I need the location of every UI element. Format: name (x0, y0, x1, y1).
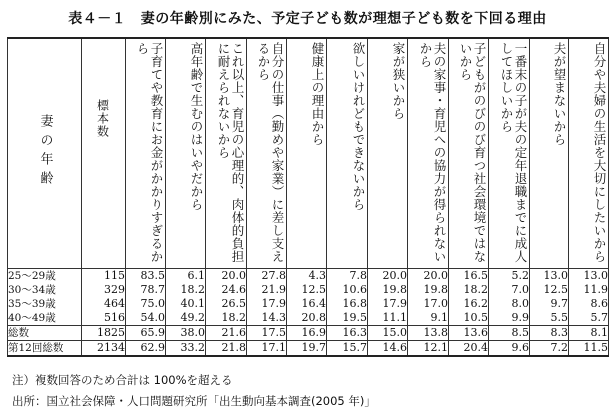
value-cell: 19.8 (408, 283, 449, 297)
value-cell: 18.2 (449, 283, 489, 297)
value-cell: 19.5 (327, 311, 368, 326)
table-row (8, 311, 609, 326)
value-cell: 19.7 (287, 341, 327, 357)
row-label: 40～49歳 (8, 311, 82, 326)
value-cell: 5.5 (530, 311, 569, 326)
sample-size-cell: 516 (82, 311, 126, 326)
row-label: 30～34歳 (8, 283, 82, 297)
value-cell: 54.0 (126, 311, 166, 326)
header-reason: 健康上の理由から (287, 38, 327, 269)
value-cell: 24.6 (206, 283, 247, 297)
row-label: 25～29歳 (8, 269, 82, 284)
header-reason: 一番末の子が夫の定年退職までに成人してほしいから (489, 38, 530, 269)
value-cell: 15.0 (368, 326, 408, 341)
value-cell: 21.8 (206, 341, 247, 357)
header-reason: 子育てや教育にお金がかかりすぎるから (126, 38, 166, 269)
value-cell: 7.0 (489, 283, 530, 297)
value-cell: 21.9 (247, 283, 287, 297)
value-cell: 4.3 (287, 269, 327, 284)
value-cell: 38.0 (166, 326, 206, 341)
value-cell: 11.5 (569, 341, 609, 357)
value-cell: 7.8 (327, 269, 368, 284)
value-cell: 21.6 (206, 326, 247, 341)
value-cell: 12.1 (408, 341, 449, 357)
header-reason: 自分の仕事（勤めや家業）に差し支えるから (247, 38, 287, 269)
value-cell: 16.5 (449, 269, 489, 284)
table-row (8, 297, 609, 311)
header-row (8, 38, 609, 269)
value-cell: 8.6 (569, 297, 609, 311)
value-cell: 49.2 (166, 311, 206, 326)
value-cell: 10.6 (327, 283, 368, 297)
value-cell: 17.9 (368, 297, 408, 311)
header-reason: 夫の家事・育児への協力が得られないから (408, 38, 449, 269)
header-reason: これ以上、育児の心理的、肉体的負担に耐えられないから (206, 38, 247, 269)
value-cell: 16.4 (287, 297, 327, 311)
row-label: 35～39歳 (8, 297, 82, 311)
value-cell: 5.7 (569, 311, 609, 326)
value-cell: 7.2 (530, 341, 569, 357)
value-cell: 9.9 (489, 311, 530, 326)
value-cell: 5.2 (489, 269, 530, 284)
header-reason: 家が狭いから (368, 38, 408, 269)
value-cell: 13.0 (530, 269, 569, 284)
row-label: 総数 (8, 326, 82, 341)
value-cell: 9.7 (530, 297, 569, 311)
value-cell: 16.8 (327, 297, 368, 311)
value-cell: 13.6 (449, 326, 489, 341)
value-cell: 17.9 (247, 297, 287, 311)
value-cell: 75.0 (126, 297, 166, 311)
value-cell: 10.5 (449, 311, 489, 326)
header-reason: 自分や夫婦の生活を大切にしたいから (569, 38, 609, 269)
value-cell: 12.5 (530, 283, 569, 297)
value-cell: 14.3 (247, 311, 287, 326)
header-reason: 欲しいけれどもできないから (327, 38, 368, 269)
header-reason: 高年齢で生むのはいやだから (166, 38, 206, 269)
value-cell: 16.2 (449, 297, 489, 311)
value-cell: 6.1 (166, 269, 206, 284)
table-row (8, 326, 609, 341)
header-sample-size: 標本数 (82, 38, 126, 269)
value-cell: 20.4 (449, 341, 489, 357)
header-reason: 子どもがのびのび育つ社会環境ではないから (449, 38, 489, 269)
value-cell: 27.8 (247, 269, 287, 284)
table-row (8, 341, 609, 357)
source-note: 出所：国立社会保障・人口問題研究所「出生動向基本調査(2005 年)」 (12, 394, 376, 408)
value-cell: 8.1 (569, 326, 609, 341)
value-cell: 8.3 (530, 326, 569, 341)
value-cell: 62.9 (126, 341, 166, 357)
value-cell: 33.2 (166, 341, 206, 357)
value-cell: 12.5 (287, 283, 327, 297)
sample-size-cell: 1825 (82, 326, 126, 341)
value-cell: 26.5 (206, 297, 247, 311)
value-cell: 18.2 (206, 311, 247, 326)
sample-size-cell: 2134 (82, 341, 126, 357)
value-cell: 20.8 (287, 311, 327, 326)
table-title: 表４－１ 妻の年齢別にみた、予定子ども数が理想子ども数を下回る理由 (68, 11, 547, 27)
footnote: 注）複数回答のため合計は 100%を超える (12, 373, 233, 387)
row-label: 第12回総数 (8, 341, 82, 357)
sample-size-cell: 464 (82, 297, 126, 311)
table-row (8, 269, 609, 284)
value-cell: 9.1 (408, 311, 449, 326)
sample-size-cell: 115 (82, 269, 126, 284)
value-cell: 19.8 (368, 283, 408, 297)
value-cell: 65.9 (126, 326, 166, 341)
table-row (8, 283, 609, 297)
value-cell: 17.5 (247, 326, 287, 341)
header-reason: 夫が望まないから (530, 38, 569, 269)
value-cell: 8.0 (489, 297, 530, 311)
reasons-table (7, 37, 609, 357)
value-cell: 13.8 (408, 326, 449, 341)
value-cell: 20.0 (368, 269, 408, 284)
value-cell: 14.6 (368, 341, 408, 357)
sample-size-cell: 329 (82, 283, 126, 297)
value-cell: 17.0 (408, 297, 449, 311)
value-cell: 20.0 (206, 269, 247, 284)
value-cell: 13.0 (569, 269, 609, 284)
value-cell: 20.0 (408, 269, 449, 284)
header-wife-age: 妻の年齢 (8, 38, 82, 269)
value-cell: 17.1 (247, 341, 287, 357)
value-cell: 11.1 (368, 311, 408, 326)
value-cell: 78.7 (126, 283, 166, 297)
value-cell: 15.7 (327, 341, 368, 357)
value-cell: 16.3 (327, 326, 368, 341)
value-cell: 9.6 (489, 341, 530, 357)
value-cell: 83.5 (126, 269, 166, 284)
value-cell: 8.5 (489, 326, 530, 341)
value-cell: 16.9 (287, 326, 327, 341)
value-cell: 11.9 (569, 283, 609, 297)
value-cell: 40.1 (166, 297, 206, 311)
value-cell: 18.2 (166, 283, 206, 297)
